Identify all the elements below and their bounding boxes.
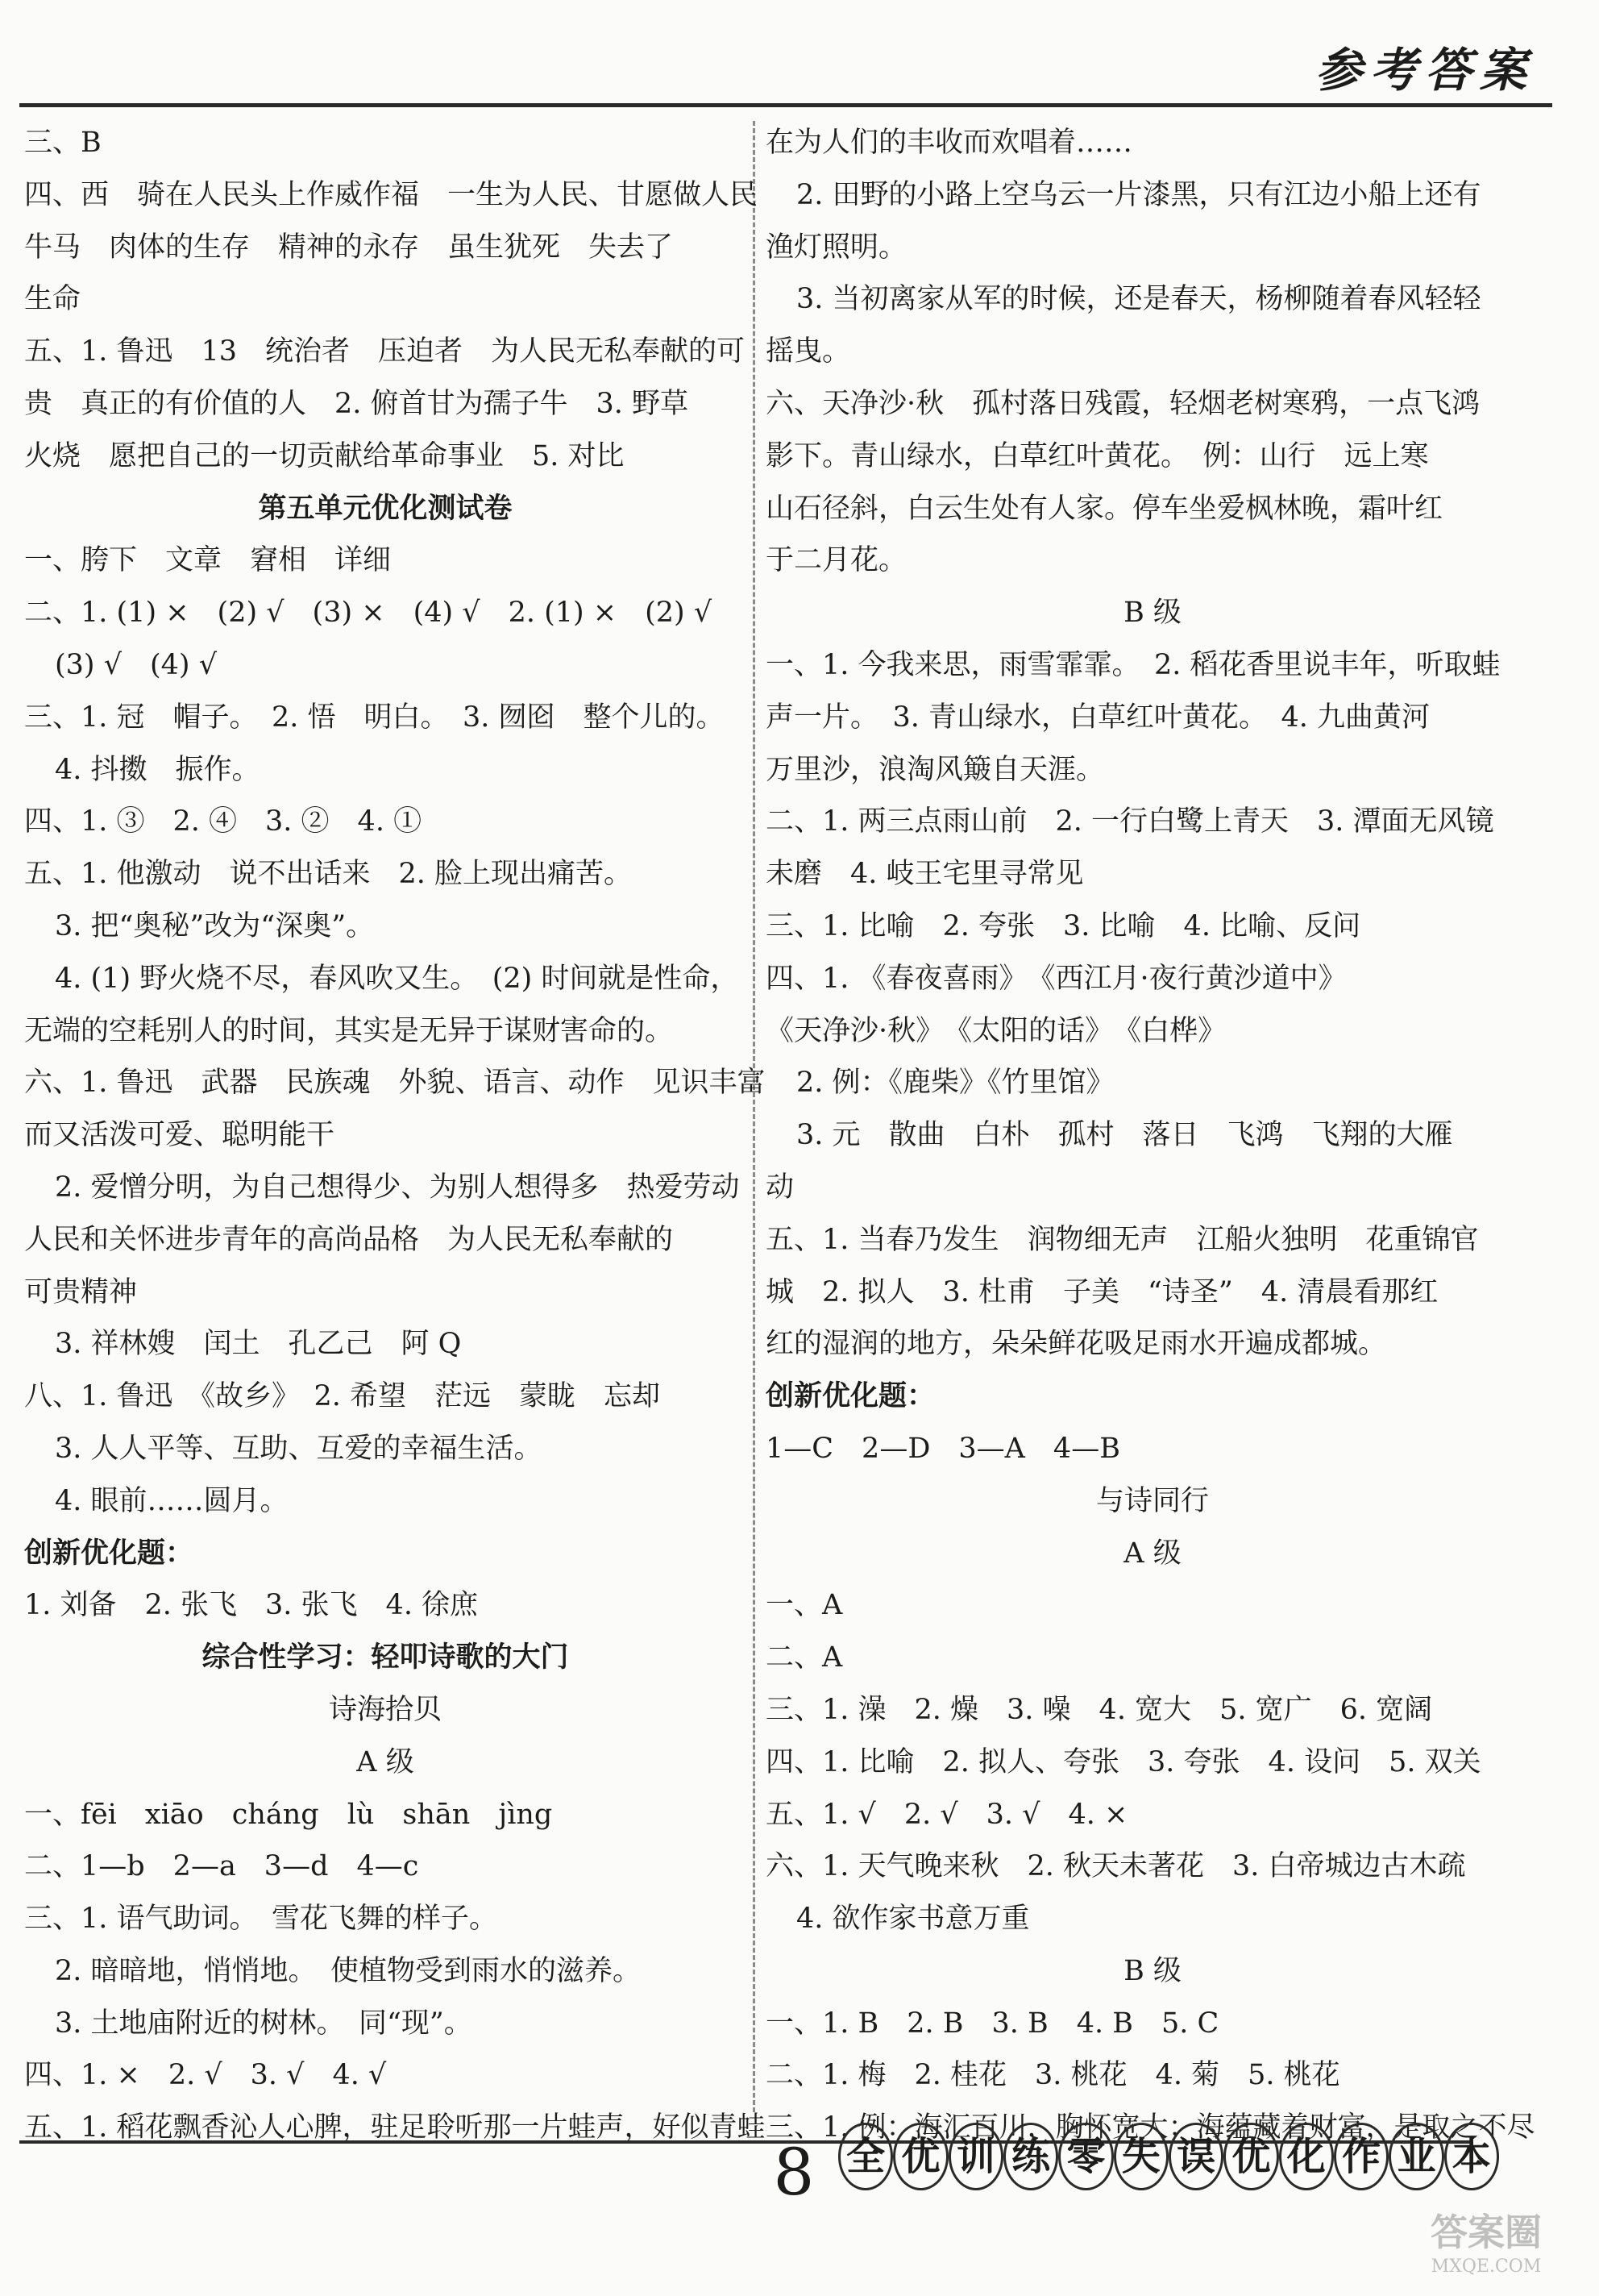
brand-char: 业 [1389, 2123, 1443, 2190]
answer-line: 二、1. (1) × (2) √ (3) × (4) √ 2. (1) × (2) √ [24, 597, 712, 630]
answer-line: 一、1. 今我来思，雨雪霏霏。 2. 稻花香里说丰年，听取蛙 [766, 648, 1501, 681]
answer-line: 4. (1) 野火烧不尽，春风吹又生。 (2) 时间就是性命， [55, 962, 739, 995]
answer-line: B 级 [1123, 1954, 1182, 1987]
answer-line: 三、1. 例：海汇百川，胸怀宽大；海蕴藏着财富，是取之不尽 [766, 2111, 1535, 2144]
answer-line: A 级 [356, 1745, 414, 1778]
answer-line: 山石径斜，白云生处有人家。停车坐爱枫林晚，霜叶红 [766, 492, 1443, 525]
answer-line: 创新优化题： [24, 1536, 194, 1570]
answer-line: 四、1. 《春夜喜雨》 《西江月·夜行黄沙道中》 [766, 962, 1347, 995]
brand-char: 误 [1169, 2123, 1223, 2190]
answer-line: 于二月花。 [766, 544, 907, 577]
answer-line: A 级 [1123, 1537, 1182, 1570]
answer-line: 3. 土地庙附近的树林。 同“现”。 [55, 2007, 472, 2040]
right-column [766, 117, 1539, 2154]
answer-line: 三、1. 比喻 2. 夸张 3. 比喻 4. 比喻、反问 [766, 909, 1361, 942]
answer-line: 四、1. 比喻 2. 拟人、夸张 3. 夸张 4. 设问 5. 双关 [766, 1745, 1481, 1778]
page-number: 8 [773, 2135, 815, 2210]
answer-line: 三、B [24, 127, 102, 159]
brand-char: 零 [1058, 2123, 1113, 2190]
answer-line: 4. 眼前……圆月。 [55, 1484, 289, 1517]
answer-line: 生命 [24, 283, 81, 316]
answer-line: 4. 欲作家书意万重 [796, 1903, 1030, 1936]
answer-line: 一、A [766, 1589, 843, 1622]
answer-line: 四、1. ③ 2. ④ 3. ② 4. ① [24, 805, 422, 838]
answer-line: 六、1. 天气晚来秋 2. 秋天未著花 3. 白帝城边古木疏 [766, 1850, 1466, 1883]
answer-line: 2. 田野的小路上空乌云一片漆黑，只有江边小船上还有 [796, 178, 1481, 211]
header-rule [19, 103, 1552, 107]
brand-char: 优 [1223, 2123, 1278, 2190]
answer-line: B 级 [1123, 597, 1182, 630]
answer-line: 三、1. 语气助词。 雪花飞舞的样子。 [24, 1903, 498, 1936]
answer-line: 四、西 骑在人民头上作威作福 一生为人民、甘愿做人民 [24, 178, 758, 211]
answer-line: 声一片。 3. 青山绿水，白草红叶黄花。 4. 九曲黄河 [766, 701, 1431, 734]
brand-char: 优 [893, 2123, 948, 2190]
answer-line: 三、1. 冠 帽子。 2. 悟 明白。 3. 囫囵 整个儿的。 [24, 701, 725, 734]
answer-line: 《天净沙·秋》 《太阳的话》 《白桦》 [766, 1014, 1227, 1047]
answer-line: 1—C 2—D 3—A 4—B [766, 1432, 1120, 1465]
answer-line: 动 [766, 1171, 795, 1204]
column-divider [753, 121, 755, 2112]
answer-line: 渔灯照明。 [766, 231, 907, 264]
watermark [1389, 2209, 1583, 2283]
answer-line: 火烧 愿把自己的一切贡献给革命事业 5. 对比 [24, 439, 625, 472]
answer-line: 4. 抖擞 振作。 [55, 753, 260, 786]
answer-line: 二、1. 梅 2. 桂花 3. 桃花 4. 菊 5. 桃花 [766, 2059, 1340, 2092]
answer-line: 二、A [766, 1641, 843, 1674]
header-title: 参考答案 [1315, 43, 1535, 98]
brand-char: 失 [1114, 2123, 1169, 2190]
answer-line: 而又活泼可爱、聪明能干 [24, 1119, 335, 1152]
answer-line: 与诗同行 [1095, 1484, 1209, 1517]
footer-brand [838, 2120, 1499, 2193]
answer-line: 影下。青山绿水，白草红叶黄花。 例：山行 远上寒 [766, 439, 1429, 472]
answer-line: 未磨 4. 岐王宅里寻常见 [766, 858, 1084, 891]
answer-line: 3. 祥林嫂 闰土 孔乙己 阿 Q [55, 1328, 462, 1361]
answer-line: 1. 刘备 2. 张飞 3. 张飞 4. 徐庶 [24, 1589, 479, 1622]
answer-line: 五、1. 他激动 说不出话来 2. 脸上现出痛苦。 [24, 858, 633, 891]
brand-char: 训 [949, 2123, 1003, 2190]
watermark-title: 答案圈 [1431, 2211, 1542, 2254]
answer-line: 一、fēi xiāo cháng lù shān jìng [24, 1798, 553, 1831]
brand-char: 作 [1334, 2123, 1389, 2190]
answer-line: 无端的空耗别人的时间，其实是无异于谋财害命的。 [24, 1014, 674, 1047]
answer-line: 3. 人人平等、互助、互爱的幸福生活。 [55, 1432, 542, 1465]
brand-char: 本 [1444, 2123, 1499, 2190]
answer-line: 综合性学习：轻叩诗歌的大门 [201, 1641, 569, 1674]
answer-line: 3. 元 散曲 白朴 孤村 落日 飞鸿 飞翔的大雁 [796, 1119, 1453, 1152]
answer-line: 一、胯下 文章 窘相 详细 [24, 544, 392, 577]
answer-line: 第五单元优化测试卷 [258, 491, 513, 525]
answer-line: 一、1. B 2. B 3. B 4. B 5. C [766, 2007, 1219, 2040]
brand-char: 练 [1003, 2123, 1058, 2190]
answer-line: 3. 把“奥秘”改为“深奥”。 [55, 909, 375, 942]
answer-line: 3. 当初离家从军的时候，还是春天，杨柳随着春风轻轻 [796, 283, 1481, 316]
answer-line: 创新优化题： [766, 1379, 936, 1413]
answer-line: 二、1—b 2—a 3—d 4—c [24, 1850, 419, 1883]
answer-line: 诗海拾贝 [328, 1693, 442, 1726]
answer-line: 四、1. × 2. √ 3. √ 4. √ [24, 2059, 387, 2092]
answer-line: 2. 例：《鹿柴》《竹里馆》 [796, 1067, 1115, 1100]
answer-line: 六、天净沙·秋 孤村落日残霞，轻烟老树寒鸦，一点飞鸿 [766, 387, 1481, 420]
answer-line: 万里沙，浪淘风簸自天涯。 [766, 753, 1105, 786]
answer-line: 六、1. 鲁迅 武器 民族魂 外貌、语言、动作 见识丰富 [24, 1067, 766, 1100]
left-column [24, 117, 766, 2154]
answer-line: 牛马 肉体的生存 精神的永存 虽生犹死 失去了 [24, 231, 674, 264]
brand-char: 化 [1279, 2123, 1334, 2190]
answer-line: 贵 真正的有价值的人 2. 俯首甘为孺子牛 3. 野草 [24, 387, 689, 420]
brand-char: 全 [838, 2123, 893, 2190]
answer-line: (3) √ (4) √ [55, 648, 218, 681]
answer-line: 摇曳。 [766, 335, 851, 368]
answer-line: 三、1. 澡 2. 燥 3. 噪 4. 宽大 5. 宽广 6. 宽阔 [766, 1693, 1433, 1726]
answer-line: 五、1. 鲁迅 13 统治者 压迫者 为人民无私奉献的可 [24, 335, 746, 368]
answer-line: 在为人们的丰收而欢唱着…… [766, 127, 1133, 159]
answer-line: 红的湿润的地方，朵朵鲜花吸足雨水开遍成都城。 [766, 1328, 1387, 1361]
answer-line: 2. 爱憎分明，为自己想得少、为别人想得多 热爱劳动 [55, 1171, 740, 1204]
answer-line: 五、1. √ 2. √ 3. √ 4. × [766, 1798, 1128, 1831]
answer-line: 八、1. 鲁迅 《故乡》 2. 希望 茫远 蒙眬 忘却 [24, 1380, 661, 1413]
answer-line: 城 2. 拟人 3. 杜甫 子美 “诗圣” 4. 清晨看那红 [766, 1275, 1439, 1308]
answer-line: 五、1. 稻花飘香沁人心脾，驻足聆听那一片蛙声，好似青蛙 [24, 2111, 766, 2144]
watermark-url: MXQE.COM [1431, 2256, 1542, 2277]
answer-line: 人民和关怀进步青年的高尚品格 为人民无私奉献的 [24, 1223, 674, 1256]
answer-line: 2. 暗暗地，悄悄地。 使植物受到雨水的滋养。 [55, 1954, 642, 1987]
answer-line: 二、1. 两三点雨山前 2. 一行白鹭上青天 3. 潭面无风镜 [766, 805, 1494, 838]
answer-line: 可贵精神 [24, 1275, 138, 1308]
answer-line: 五、1. 当春乃发生 润物细无声 江船火独明 花重锦官 [766, 1223, 1479, 1256]
